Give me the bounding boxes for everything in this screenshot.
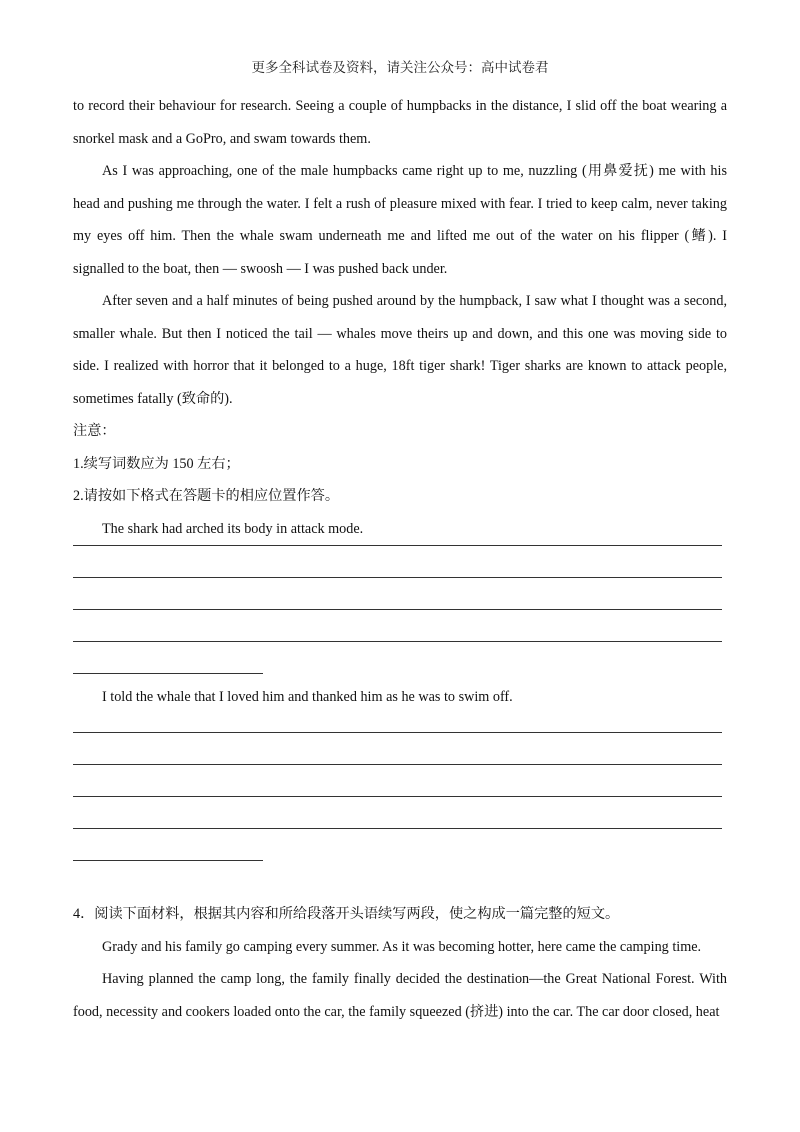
notes-item-2: 2.请按如下格式在答题卡的相应位置作答。	[73, 488, 340, 504]
question-4-paragraph-1: Grady and his family go camping every summer. As it was becoming hotter, here came the camping time.	[102, 938, 702, 955]
question-4-paragraph-2: Having planned the camp long, the family finally decided the destination—the Great National Forest. With food, necessity and cookers loaded onto the car, the family squeezed (挤进) into the car. The car door closed, heat	[73, 971, 727, 1020]
notes-label: 注意：	[73, 423, 116, 439]
notes-item-1: 1.续写词数应为 150 左右；	[73, 455, 240, 472]
answer-line-short	[73, 673, 263, 674]
continuation-prompt-2: I told the whale that I loved him and thanked him as he was to swim off.	[102, 689, 513, 705]
answer-line	[73, 577, 722, 578]
answer-line	[73, 796, 722, 797]
answer-line	[73, 732, 722, 733]
question-4-heading: 4．阅读下面材料，根据其内容和所给段落开头语续写两段，使之构成一篇完整的短文。	[73, 906, 620, 922]
passage-paragraph-1: to record their behaviour for research. Seeing a couple of humpbacks in the distance, I slid off the boat wearing a snorkel mask and a GoPro, and swam towards them.	[73, 98, 727, 147]
continuation-prompt-1: The shark had arched its body in attack mode.	[102, 520, 364, 537]
page-header: 更多全科试卷及资料，请关注公众号：高中试卷君	[251, 60, 549, 75]
passage	[73, 90, 727, 545]
passage-paragraph-2: As I was approaching, one of the male humpbacks came right up to me, nuzzling (用鼻爱抚) me with his head and pushing me through the water. I felt a rush of pleasure mixed with fear. I tried to keep calm, never taking my eyes off him. Then the whale swam underneath me and lifted me out of the water on his flipper (鳍). I signalled to the boat, then — swoosh — I was pushed back under.	[73, 163, 727, 277]
answer-line-short	[73, 860, 263, 861]
answer-line	[73, 828, 722, 829]
question-4	[73, 898, 727, 1028]
answer-line	[73, 641, 722, 642]
answer-line	[73, 764, 722, 765]
passage-paragraph-3: After seven and a half minutes of being pushed around by the humpback, I saw what I thought was a second, smaller whale. But then I noticed the tail — whales move theirs up and down, and this one was moving side to side. I realized with horror that it belonged to a huge, 18ft tiger shark! Tiger sharks are known to attack people, sometimes fatally (致命的).	[73, 293, 727, 407]
answer-line	[73, 609, 722, 610]
prompt-2-block	[73, 681, 727, 714]
answer-line	[73, 545, 722, 546]
